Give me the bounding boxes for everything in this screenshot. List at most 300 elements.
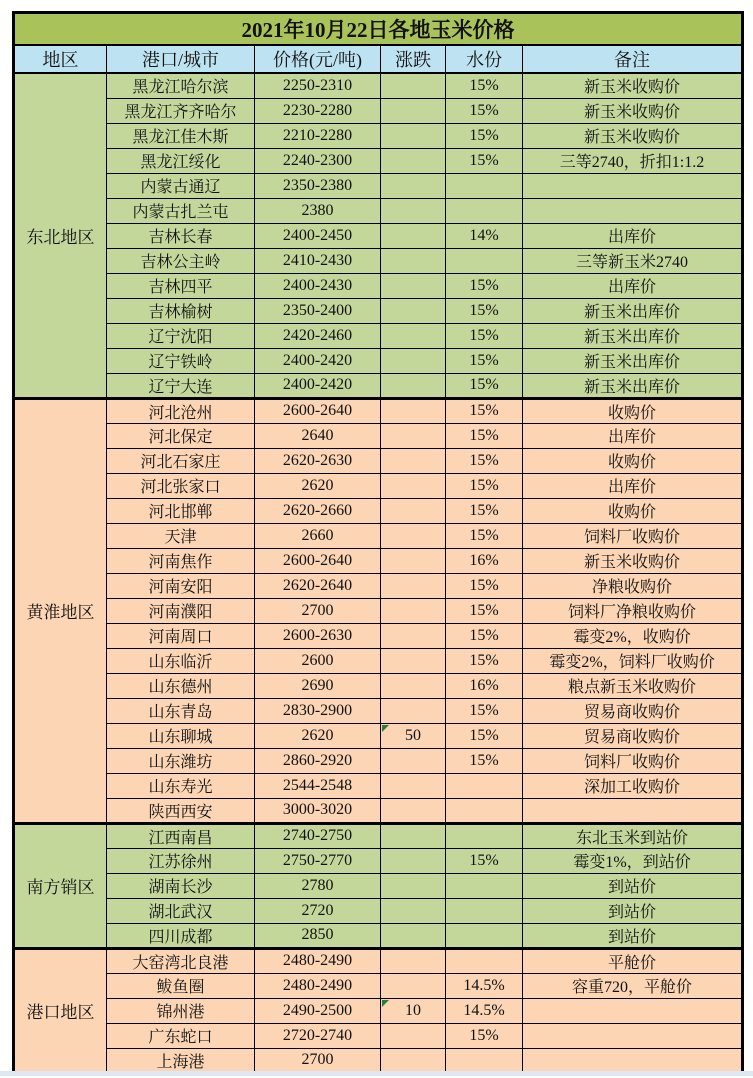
city-value: 山东德州 — [148, 679, 213, 696]
moisture-value: 15% — [469, 526, 499, 544]
price-value: 2700 — [301, 601, 334, 619]
city-cell — [107, 248, 255, 273]
price-value: 2350-2400 — [282, 301, 353, 319]
price-cell — [255, 698, 381, 723]
moisture-cell — [446, 873, 523, 898]
price-cell — [255, 623, 381, 648]
city-cell — [107, 498, 255, 523]
moisture-value: 15% — [469, 76, 499, 94]
moisture-value: 15% — [469, 851, 499, 869]
moisture-cell — [446, 998, 523, 1023]
table-row — [14, 348, 743, 373]
table-row — [14, 223, 743, 248]
table-row — [14, 573, 743, 598]
change-cell — [381, 548, 446, 573]
city-cell — [107, 448, 255, 473]
price-cell — [255, 923, 381, 948]
change-cell — [381, 148, 446, 173]
city-value: 河北保定 — [148, 429, 213, 446]
city-cell — [107, 748, 255, 773]
change-cell — [381, 998, 446, 1023]
moisture-value: 15% — [469, 351, 499, 369]
moisture-cell — [446, 398, 523, 423]
moisture-cell — [446, 773, 523, 798]
note-cell — [523, 498, 743, 523]
price-cell — [255, 498, 381, 523]
price-value: 2620 — [301, 476, 334, 494]
city-cell — [107, 698, 255, 723]
city-value: 江西南昌 — [148, 829, 213, 847]
price-cell — [255, 548, 381, 573]
change-cell — [381, 98, 446, 123]
table-row — [14, 248, 743, 273]
table-row — [14, 898, 743, 923]
note-cell — [523, 398, 743, 423]
table-row — [14, 123, 743, 148]
change-cell — [381, 573, 446, 598]
change-cell — [381, 873, 446, 898]
price-cell — [255, 448, 381, 473]
note-cell — [523, 1023, 743, 1048]
price-value: 2350-2380 — [282, 176, 353, 194]
change-cell — [381, 623, 446, 648]
city-cell — [107, 723, 255, 748]
table-row — [14, 648, 743, 673]
moisture-cell — [446, 273, 523, 298]
price-value: 2230-2280 — [282, 101, 353, 119]
change-cell — [381, 373, 446, 398]
note-cell — [523, 998, 743, 1023]
moisture-cell — [446, 898, 523, 923]
city-value: 大窑湾北良港 — [132, 954, 229, 972]
change-cell — [381, 123, 446, 148]
price-cell — [255, 1048, 381, 1073]
table-row — [14, 98, 743, 123]
note-cell — [523, 548, 743, 573]
city-value: 辽宁铁岭 — [148, 354, 213, 371]
price-cell — [255, 798, 381, 823]
cell-error-flag-triangle-icon — [382, 725, 389, 732]
table-header-row — [14, 45, 743, 73]
city-cell — [107, 1023, 255, 1048]
price-cell — [255, 398, 381, 423]
price-cell — [255, 373, 381, 398]
city-value: 山东青岛 — [148, 704, 213, 721]
price-value: 2720 — [301, 901, 334, 919]
city-value: 吉林四平 — [148, 279, 213, 296]
price-value: 2600 — [301, 651, 334, 669]
moisture-cell — [446, 298, 523, 323]
moisture-value: 15% — [469, 101, 499, 119]
price-value: 2850 — [301, 926, 334, 943]
moisture-value: 15% — [469, 126, 499, 144]
note-cell — [523, 848, 743, 873]
table-row — [14, 1048, 743, 1073]
moisture-value: 15% — [469, 151, 499, 169]
price-value: 2600-2630 — [282, 626, 353, 644]
note-value: 三等新玉米2740 — [576, 254, 689, 271]
moisture-cell — [446, 748, 523, 773]
city-value: 湖北武汉 — [148, 904, 213, 921]
city-cell — [107, 273, 255, 298]
moisture-cell — [446, 573, 523, 598]
note-cell — [523, 948, 743, 973]
city-value: 吉林榆树 — [148, 304, 213, 321]
city-value: 四川成都 — [148, 928, 213, 946]
price-value: 2400-2450 — [282, 226, 353, 244]
city-value: 山东临沂 — [148, 654, 213, 671]
note-value: 新玉米出库价 — [584, 304, 681, 321]
moisture-cell — [446, 498, 523, 523]
moisture-value: 15% — [469, 726, 499, 744]
price-value: 2750-2770 — [282, 851, 353, 869]
city-value: 辽宁大连 — [148, 378, 213, 396]
city-value: 鲅鱼圈 — [156, 979, 205, 996]
table-row — [14, 673, 743, 698]
note-cell — [523, 248, 743, 273]
moisture-cell — [446, 423, 523, 448]
moisture-cell — [446, 373, 523, 398]
note-value: 出库价 — [608, 479, 657, 496]
table-row — [14, 373, 743, 398]
change-cell — [381, 198, 446, 223]
column-header-note: 备注 — [523, 45, 743, 73]
note-value: 净粮收购价 — [592, 579, 673, 596]
note-cell — [523, 73, 743, 98]
change-cell — [381, 223, 446, 248]
change-cell — [381, 348, 446, 373]
note-value: 贸易商收购价 — [584, 729, 681, 746]
price-value: 2420-2460 — [282, 326, 353, 344]
moisture-value: 15% — [469, 301, 499, 319]
change-cell — [381, 898, 446, 923]
city-value: 湖南长沙 — [148, 879, 213, 896]
city-value: 河南安阳 — [148, 579, 213, 596]
change-cell — [381, 823, 446, 848]
price-cell — [255, 98, 381, 123]
note-cell — [523, 298, 743, 323]
moisture-cell — [446, 98, 523, 123]
price-value: 2250-2310 — [282, 76, 353, 94]
city-cell — [107, 98, 255, 123]
note-value: 深加工收购价 — [584, 779, 681, 796]
price-cell — [255, 773, 381, 798]
note-cell — [523, 448, 743, 473]
city-cell — [107, 873, 255, 898]
price-cell — [255, 323, 381, 348]
price-value: 3000-3020 — [282, 801, 353, 818]
change-cell — [381, 523, 446, 548]
note-value: 东北玉米到站价 — [576, 829, 689, 847]
price-cell — [255, 273, 381, 298]
price-cell — [255, 848, 381, 873]
price-cell — [255, 73, 381, 98]
change-cell — [381, 473, 446, 498]
note-value: 平舱价 — [608, 954, 657, 972]
price-cell — [255, 823, 381, 848]
note-value: 新玉米出库价 — [584, 378, 681, 396]
table-row — [14, 398, 743, 423]
city-cell — [107, 323, 255, 348]
note-value: 收购价 — [608, 504, 657, 521]
moisture-value: 15% — [469, 626, 499, 644]
price-value: 2480-2490 — [282, 976, 353, 994]
city-value: 河北沧州 — [148, 404, 213, 422]
table-row — [14, 973, 743, 998]
moisture-cell — [446, 848, 523, 873]
note-cell — [523, 123, 743, 148]
price-cell — [255, 648, 381, 673]
note-cell — [523, 673, 743, 698]
price-value: 2690 — [301, 676, 334, 694]
moisture-value: 16% — [469, 676, 499, 694]
table-row — [14, 498, 743, 523]
city-cell — [107, 673, 255, 698]
city-value: 广东蛇口 — [148, 1029, 213, 1046]
price-cell — [255, 223, 381, 248]
price-value: 2640 — [301, 426, 334, 444]
price-value: 2830-2900 — [282, 701, 353, 719]
note-value: 霉变1%，到站价 — [573, 854, 691, 871]
price-value: 2620 — [301, 726, 334, 744]
moisture-cell — [446, 948, 523, 973]
city-cell — [107, 823, 255, 848]
change-cell — [381, 273, 446, 298]
moisture-cell — [446, 823, 523, 848]
note-cell — [523, 898, 743, 923]
moisture-value: 14.5% — [463, 976, 505, 994]
table-row — [14, 623, 743, 648]
note-cell — [523, 598, 743, 623]
moisture-cell — [446, 548, 523, 573]
city-value: 黑龙江齐齐哈尔 — [124, 104, 237, 121]
moisture-value: 14% — [469, 226, 499, 244]
price-value: 2620-2640 — [282, 576, 353, 594]
change-value: 10 — [405, 1001, 421, 1019]
price-cell — [255, 298, 381, 323]
moisture-value: 15% — [469, 276, 499, 294]
change-cell — [381, 698, 446, 723]
price-cell — [255, 573, 381, 598]
city-cell — [107, 848, 255, 873]
region-cell: 东北地区 — [14, 73, 107, 398]
city-cell — [107, 573, 255, 598]
moisture-cell — [446, 673, 523, 698]
note-cell — [523, 973, 743, 998]
moisture-cell — [446, 148, 523, 173]
change-cell — [381, 798, 446, 823]
note-value: 容重720，平舱价 — [572, 979, 693, 996]
city-value: 锦州港 — [156, 1004, 205, 1021]
region-cell: 黄淮地区 — [14, 398, 107, 823]
moisture-value: 15% — [469, 701, 499, 719]
moisture-value: 15% — [469, 451, 499, 469]
moisture-cell — [446, 723, 523, 748]
price-cell — [255, 598, 381, 623]
moisture-cell — [446, 73, 523, 98]
price-cell — [255, 723, 381, 748]
note-value: 新玉米收购价 — [584, 554, 681, 571]
change-cell — [381, 748, 446, 773]
city-cell — [107, 623, 255, 648]
city-value: 内蒙古通辽 — [140, 179, 221, 196]
change-cell — [381, 398, 446, 423]
note-value: 出库价 — [608, 279, 657, 296]
note-value: 贸易商收购价 — [584, 704, 681, 721]
note-cell — [523, 198, 743, 223]
city-value: 黑龙江绥化 — [140, 154, 221, 171]
city-cell — [107, 648, 255, 673]
moisture-cell — [446, 323, 523, 348]
change-cell — [381, 1048, 446, 1073]
change-value: 50 — [405, 726, 421, 744]
moisture-cell — [446, 648, 523, 673]
price-cell — [255, 248, 381, 273]
moisture-value: 15% — [469, 601, 499, 619]
change-cell — [381, 448, 446, 473]
page-title: 2021年10月22日各地玉米价格 — [14, 13, 743, 46]
moisture-value: 15% — [469, 1026, 499, 1044]
city-value: 河北邯郸 — [148, 504, 213, 521]
change-cell — [381, 423, 446, 448]
note-value: 粮点新玉米收购价 — [568, 679, 697, 696]
change-cell — [381, 498, 446, 523]
table-row — [14, 748, 743, 773]
city-value: 黑龙江佳木斯 — [132, 129, 229, 146]
moisture-cell — [446, 248, 523, 273]
city-value: 吉林长春 — [148, 229, 213, 246]
moisture-value: 15% — [469, 576, 499, 594]
table-row — [14, 448, 743, 473]
city-cell — [107, 923, 255, 948]
note-cell — [523, 648, 743, 673]
city-value: 河南濮阳 — [148, 604, 213, 621]
price-cell — [255, 873, 381, 898]
table-row — [14, 423, 743, 448]
note-cell — [523, 873, 743, 898]
table-row — [14, 473, 743, 498]
city-value: 吉林公主岭 — [140, 254, 221, 271]
change-cell — [381, 948, 446, 973]
table-row — [14, 798, 743, 823]
city-cell — [107, 798, 255, 823]
price-cell — [255, 898, 381, 923]
price-cell — [255, 123, 381, 148]
price-value: 2480-2490 — [282, 952, 353, 969]
moisture-cell — [446, 198, 523, 223]
city-value: 山东寿光 — [148, 779, 213, 796]
price-cell — [255, 523, 381, 548]
city-value: 河北石家庄 — [140, 454, 221, 471]
table-row — [14, 698, 743, 723]
change-cell — [381, 1023, 446, 1048]
moisture-cell — [446, 123, 523, 148]
city-cell — [107, 973, 255, 998]
note-cell — [523, 698, 743, 723]
note-cell — [523, 173, 743, 198]
moisture-cell — [446, 523, 523, 548]
note-value: 新玉米出库价 — [584, 354, 681, 371]
cell-error-flag-triangle-icon — [382, 1000, 389, 1007]
table-row — [14, 523, 743, 548]
note-cell — [523, 323, 743, 348]
city-cell — [107, 148, 255, 173]
moisture-cell — [446, 473, 523, 498]
city-cell — [107, 1048, 255, 1073]
price-value: 2240-2300 — [282, 151, 353, 169]
table-row — [14, 723, 743, 748]
moisture-value: 15% — [469, 651, 499, 669]
price-cell — [255, 948, 381, 973]
table-row — [14, 298, 743, 323]
note-cell — [523, 148, 743, 173]
note-value: 出库价 — [608, 429, 657, 446]
moisture-cell — [446, 973, 523, 998]
note-value: 到站价 — [608, 904, 657, 921]
price-value: 2740-2750 — [282, 827, 353, 844]
price-value: 2400-2420 — [282, 351, 353, 369]
note-cell — [523, 773, 743, 798]
note-value: 饲料厂收购价 — [584, 754, 681, 771]
note-cell — [523, 623, 743, 648]
price-cell — [255, 748, 381, 773]
price-value: 2600-2640 — [282, 402, 353, 419]
city-cell — [107, 423, 255, 448]
price-value: 2860-2920 — [282, 751, 353, 769]
price-value: 2620-2630 — [282, 451, 353, 469]
price-value: 2410-2430 — [282, 251, 353, 269]
city-cell — [107, 473, 255, 498]
city-value: 辽宁沈阳 — [148, 329, 213, 346]
price-value: 2400-2430 — [282, 276, 353, 294]
moisture-cell — [446, 598, 523, 623]
note-value: 新玉米收购价 — [584, 104, 681, 121]
price-cell — [255, 348, 381, 373]
price-table — [12, 11, 744, 1075]
note-cell — [523, 523, 743, 548]
table-row — [14, 773, 743, 798]
price-cell — [255, 998, 381, 1023]
city-cell — [107, 898, 255, 923]
price-cell — [255, 673, 381, 698]
city-cell — [107, 223, 255, 248]
city-cell — [107, 998, 255, 1023]
price-cell — [255, 198, 381, 223]
price-cell — [255, 973, 381, 998]
region-cell: 港口地区 — [14, 948, 107, 1073]
price-value: 2544-2548 — [282, 776, 353, 794]
note-cell — [523, 273, 743, 298]
moisture-cell — [446, 1048, 523, 1073]
city-value: 山东聊城 — [148, 729, 213, 746]
moisture-cell — [446, 623, 523, 648]
note-cell — [523, 423, 743, 448]
note-value: 出库价 — [608, 229, 657, 246]
moisture-value: 15% — [469, 426, 499, 444]
change-cell — [381, 323, 446, 348]
city-value: 江苏徐州 — [148, 854, 213, 871]
change-cell — [381, 923, 446, 948]
column-header-price: 价格(元/吨) — [255, 45, 381, 73]
note-value: 到站价 — [608, 928, 657, 946]
city-cell — [107, 298, 255, 323]
change-cell — [381, 773, 446, 798]
moisture-value: 15% — [469, 402, 499, 419]
city-cell — [107, 373, 255, 398]
table-row — [14, 548, 743, 573]
price-cell — [255, 423, 381, 448]
note-cell — [523, 723, 743, 748]
